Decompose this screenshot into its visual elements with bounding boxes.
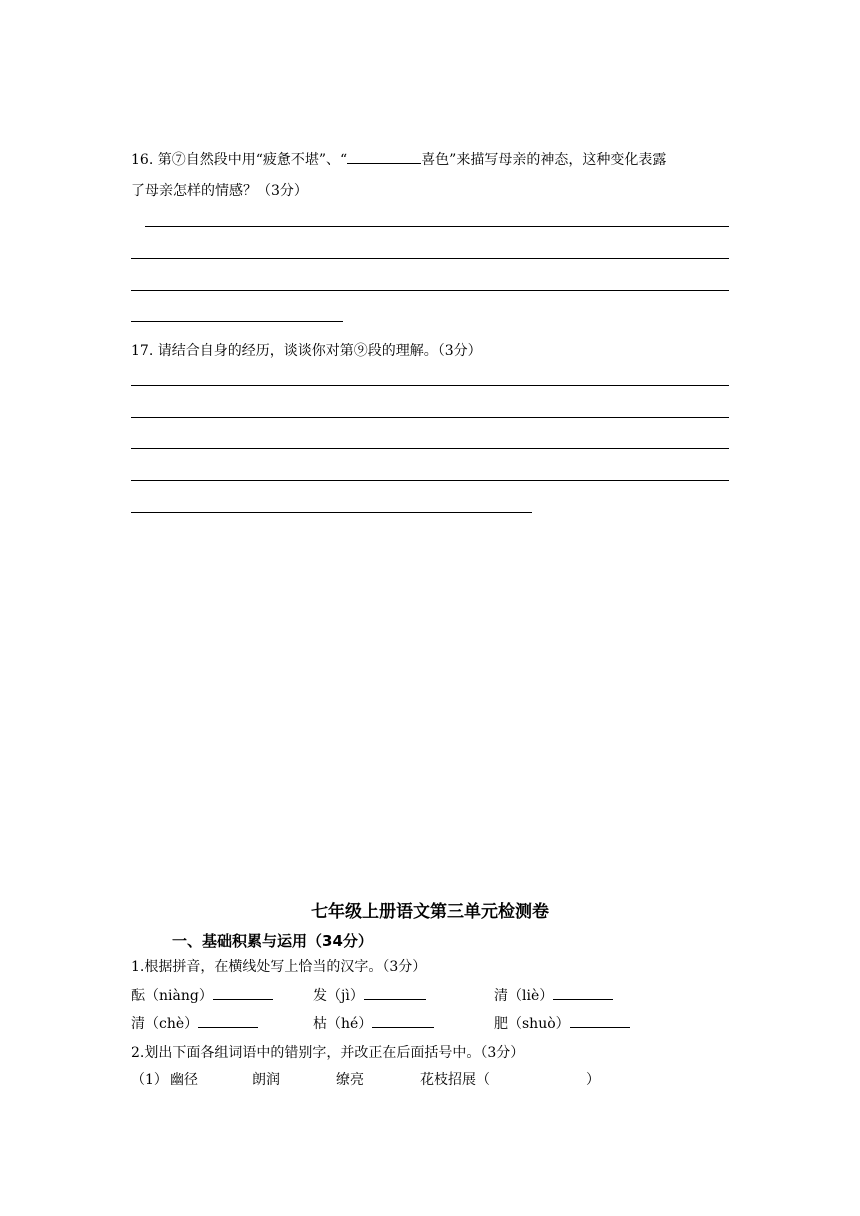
answer-blank[interactable] bbox=[364, 985, 426, 1000]
pinyin-item bbox=[494, 1013, 630, 1033]
pinyin-label: 发（jì） bbox=[313, 988, 364, 1004]
answer-blank[interactable] bbox=[570, 1013, 630, 1028]
answer-line[interactable] bbox=[131, 417, 729, 418]
pinyin-label: 酝（niàng） bbox=[131, 988, 213, 1004]
word: 花枝招展（ bbox=[420, 1072, 490, 1088]
answer-line[interactable] bbox=[131, 258, 729, 259]
question-16-line-1 bbox=[131, 149, 666, 169]
answer-line[interactable] bbox=[131, 321, 343, 322]
pinyin-label: 清（liè） bbox=[494, 988, 554, 1004]
pinyin-item bbox=[131, 985, 273, 1005]
pinyin-item bbox=[313, 985, 426, 1005]
answer-line[interactable] bbox=[131, 512, 532, 513]
answer-blank[interactable] bbox=[372, 1013, 434, 1028]
exam-title: 七年级上册语文第三单元检测卷 bbox=[311, 902, 549, 922]
question-16-text-a: 16. 第⑦自然段中用“疲惫不堪”、“ bbox=[131, 152, 348, 168]
question-16-text-b: 喜色”来描写母亲的神态，这种变化表露 bbox=[421, 152, 667, 168]
word: 朗润 bbox=[252, 1072, 280, 1088]
answer-line[interactable] bbox=[131, 448, 729, 449]
pinyin-label: 清（chè） bbox=[131, 1016, 199, 1032]
question-1-prompt: 1.根据拼音，在横线处写上恰当的汉字。（3分） bbox=[131, 959, 427, 975]
pinyin-label: 肥（shuò） bbox=[494, 1016, 570, 1032]
item-number: （1） bbox=[131, 1072, 168, 1088]
answer-line[interactable] bbox=[131, 480, 729, 481]
answer-blank[interactable] bbox=[553, 985, 613, 1000]
answer-blank[interactable] bbox=[198, 1013, 258, 1028]
pinyin-item bbox=[313, 1013, 434, 1033]
question-16-line-2: 了母亲怎样的情感？（3分） bbox=[131, 183, 308, 199]
pinyin-item bbox=[494, 985, 613, 1005]
answer-bracket-close: ） bbox=[586, 1072, 600, 1088]
answer-line[interactable] bbox=[131, 385, 729, 386]
pinyin-label: 枯（hé） bbox=[313, 1016, 373, 1032]
pinyin-item bbox=[131, 1013, 258, 1033]
question-2-prompt: 2.划出下面各组词语中的错别字，并改正在后面括号中。（3分） bbox=[131, 1045, 525, 1061]
question-17-text: 17. 请结合自身的经历，谈谈你对第⑨段的理解。（3分） bbox=[131, 343, 482, 359]
section-heading: 一、基础积累与运用（34分） bbox=[172, 932, 373, 950]
answer-line[interactable] bbox=[131, 290, 729, 291]
answer-blank[interactable] bbox=[213, 985, 273, 1000]
word: 缭亮 bbox=[336, 1072, 364, 1088]
answer-line[interactable] bbox=[145, 226, 729, 227]
word: 幽径 bbox=[170, 1072, 198, 1088]
answer-blank[interactable] bbox=[347, 149, 421, 164]
